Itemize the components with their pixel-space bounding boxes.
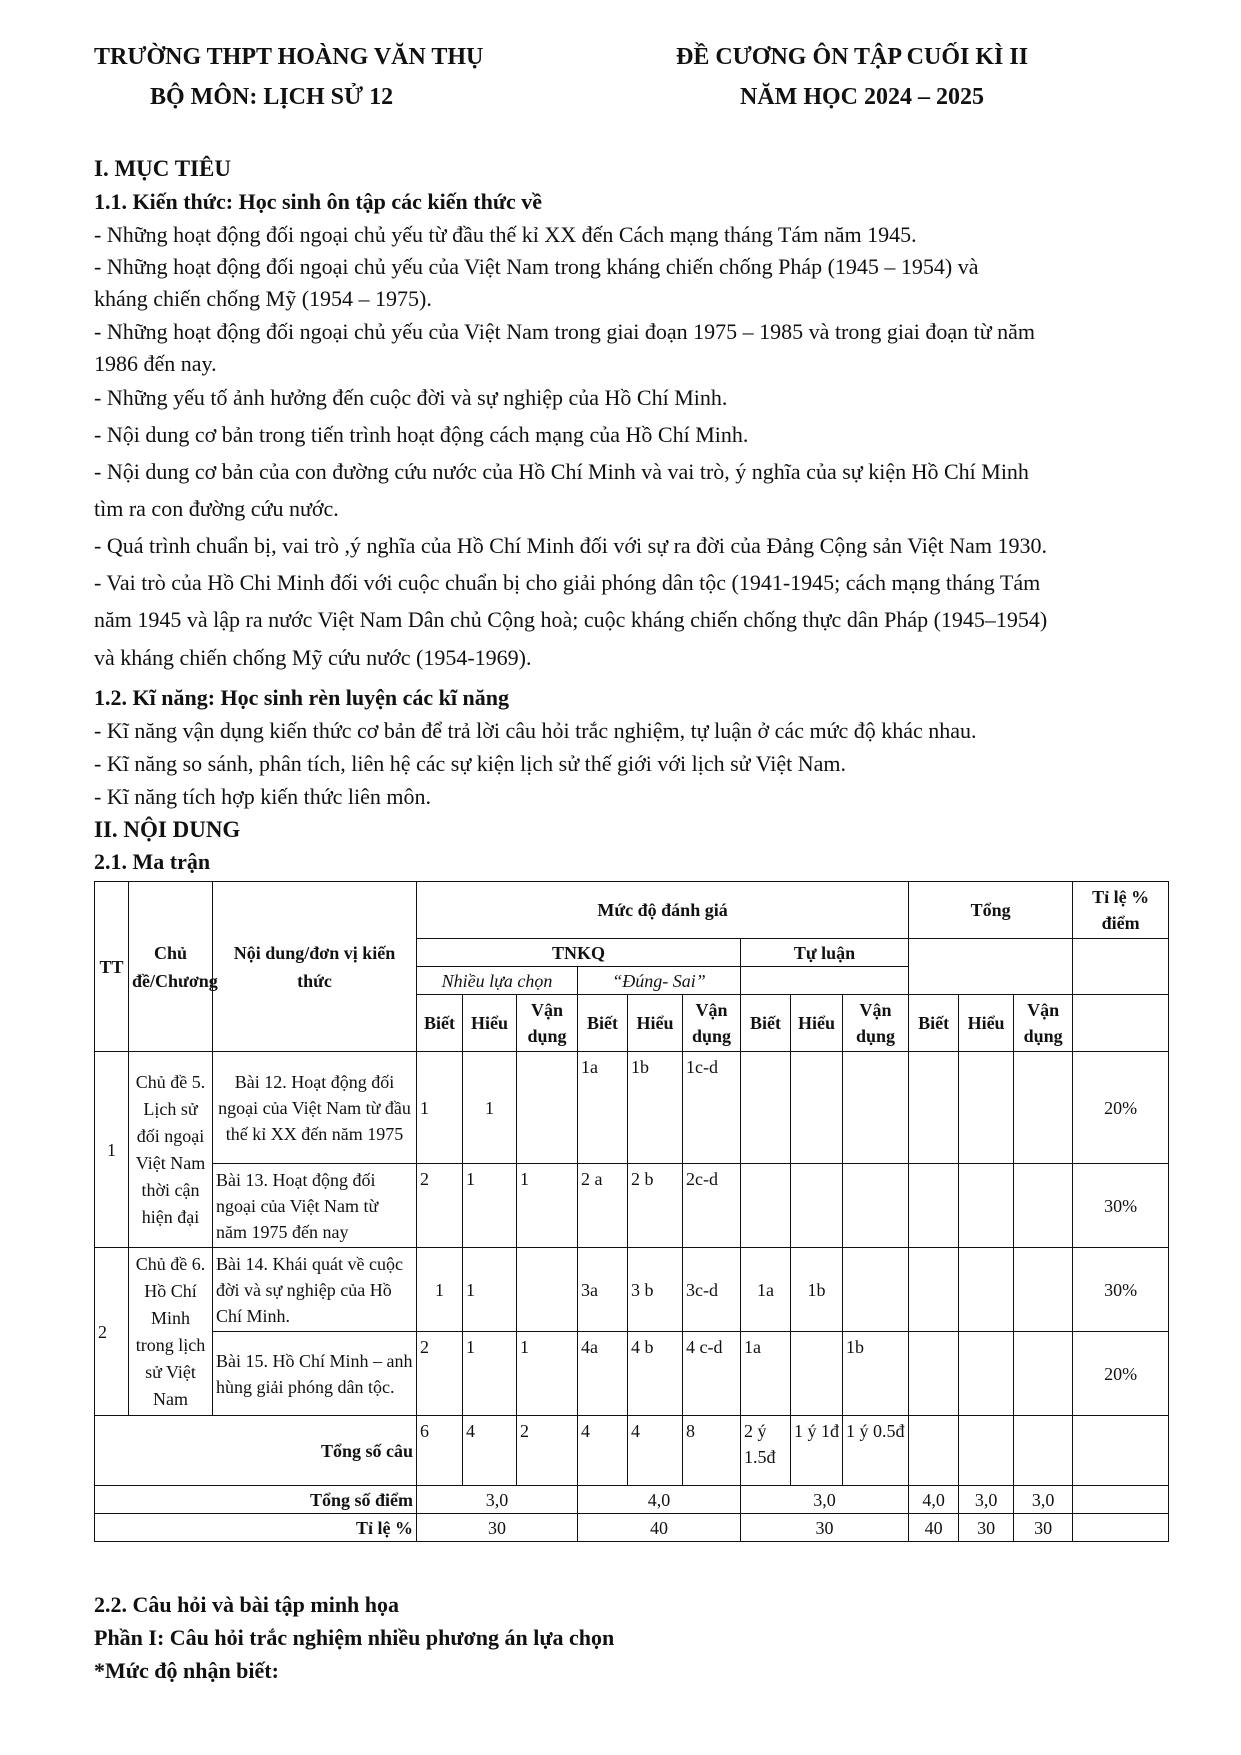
cell-value: 4a xyxy=(578,1332,628,1416)
school-name: TRƯỜNG THPT HOÀNG VĂN THỤ xyxy=(94,44,484,70)
knowledge-line: - Những hoạt động đối ngoại chủ yếu từ đầu thế kỉ XX đến Cách mạng tháng Tám năm 1945. xyxy=(94,222,917,247)
empty-cell xyxy=(1073,995,1169,1052)
cell-value: 1 xyxy=(417,1052,463,1164)
total-points-label: Tổng số điểm xyxy=(95,1486,417,1514)
part1-heading: Phần I: Câu hỏi trắc nghiệm nhiều phương án lựa chọn xyxy=(94,1625,615,1650)
empty-cell xyxy=(1014,1416,1073,1486)
total-questions-row xyxy=(95,1416,1169,1486)
knowledge-line: 1986 đến nay. xyxy=(94,351,217,376)
total-questions-value: 2 xyxy=(517,1416,578,1486)
topic-number: 2 xyxy=(95,1248,129,1416)
lesson-name: Bài 12. Hoạt động đối ngoại của Việt Nam từ đầu thế kỉ XX đến năm 1975 xyxy=(213,1052,417,1164)
header-know: Biết xyxy=(578,995,628,1052)
header-know: Biết xyxy=(417,995,463,1052)
cell-value xyxy=(1014,1332,1073,1416)
cell-value xyxy=(959,1164,1014,1248)
cell-value xyxy=(909,1332,959,1416)
rate-value: 30 xyxy=(959,1514,1014,1542)
cell-value: 1a xyxy=(578,1052,628,1164)
lesson-name: Bài 15. Hồ Chí Minh – anh hùng giải phóng dân tộc. xyxy=(213,1332,417,1416)
department-name: BỘ MÔN: LỊCH SỬ 12 xyxy=(150,84,394,110)
total-points-value: 4,0 xyxy=(909,1486,959,1514)
total-questions-value: 1 ý 1đ xyxy=(791,1416,843,1486)
header-apply: Vận dụng xyxy=(843,995,909,1052)
cell-value xyxy=(791,1052,843,1164)
document-title: ĐỀ CƯƠNG ÔN TẬP CUỐI KÌ II xyxy=(676,44,1029,70)
rate-value: 30 xyxy=(1014,1514,1073,1542)
header-understand: Hiểu xyxy=(959,995,1014,1052)
cell-value: 1b xyxy=(791,1248,843,1332)
knowledge-line: - Nội dung cơ bản trong tiến trình hoạt động cách mạng của Hồ Chí Minh. xyxy=(94,422,749,447)
lesson-name: Bài 14. Khái quát về cuộc đời và sự nghiệp của Hồ Chí Minh. xyxy=(213,1248,417,1332)
section-objectives-heading: I. MỤC TIÊU xyxy=(94,156,231,181)
header-understand: Hiểu xyxy=(628,995,683,1052)
total-questions-value: 4 xyxy=(463,1416,517,1486)
skill-line: - Kĩ năng vận dụng kiến thức cơ bản để trả lời câu hỏi trắc nghiệm, tự luận ở các mức độ khác nhau. xyxy=(94,718,977,743)
cell-value xyxy=(517,1248,578,1332)
cell-value: 2 xyxy=(417,1164,463,1248)
empty-cell xyxy=(1073,939,1169,995)
header-understand: Hiểu xyxy=(463,995,517,1052)
score-rate: 30% xyxy=(1073,1164,1169,1248)
header-topic: Chủ đề/Chương xyxy=(129,882,213,1052)
table-row xyxy=(95,1332,1169,1416)
table-header-row xyxy=(95,882,1169,939)
rate-value: 40 xyxy=(578,1514,741,1542)
cell-value: 1 xyxy=(517,1164,578,1248)
cell-value xyxy=(909,1248,959,1332)
empty-cell xyxy=(1073,1514,1169,1542)
cell-value: 1a xyxy=(741,1248,791,1332)
empty-cell xyxy=(1073,1486,1169,1514)
skill-line: - Kĩ năng so sánh, phân tích, liên hệ các sự kiện lịch sử thế giới với lịch sử Việt Nam. xyxy=(94,751,846,776)
knowledge-line: năm 1945 và lập ra nước Việt Nam Dân chủ Cộng hoà; cuộc kháng chiến chống thực dân Pháp (1945–1954) xyxy=(94,607,1048,632)
knowledge-line: - Nội dung cơ bản của con đường cứu nước của Hồ Chí Minh và vai trò, ý nghĩa của sự kiện Hồ Chí Minh xyxy=(94,459,1029,484)
empty-cell xyxy=(909,1416,959,1486)
total-points-value: 3,0 xyxy=(1014,1486,1073,1514)
total-questions-value: 8 xyxy=(683,1416,741,1486)
table-row xyxy=(95,1164,1169,1248)
cell-value xyxy=(791,1332,843,1416)
score-rate: 20% xyxy=(1073,1052,1169,1164)
topic-number: 1 xyxy=(95,1052,129,1248)
cell-value xyxy=(843,1164,909,1248)
total-questions-value: 2 ý 1.5đ xyxy=(741,1416,791,1486)
skill-line: - Kĩ năng tích hợp kiến thức liên môn. xyxy=(94,784,431,809)
topic-name: Chủ đề 6. Hồ Chí Minh trong lịch sử Việt Nam xyxy=(129,1248,213,1416)
total-points-value: 4,0 xyxy=(578,1486,741,1514)
total-points-row xyxy=(95,1486,1169,1514)
empty-cell xyxy=(741,967,909,995)
header-apply: Vận dụng xyxy=(1014,995,1073,1052)
cell-value: 2 xyxy=(417,1332,463,1416)
knowledge-line: và kháng chiến chống Mỹ cứu nước (1954-1969). xyxy=(94,645,532,670)
total-questions-label: Tổng số câu xyxy=(95,1416,417,1486)
empty-cell xyxy=(909,939,1073,995)
cell-value xyxy=(741,1164,791,1248)
header-content: Nội dung/đơn vị kiến thức xyxy=(213,882,417,1052)
knowledge-line: - Những hoạt động đối ngoại chủ yếu của Việt Nam trong kháng chiến chống Pháp (1945 – 1954) và xyxy=(94,254,979,279)
cell-value: 2c-d xyxy=(683,1164,741,1248)
header-total: Tổng xyxy=(909,882,1073,939)
cell-value: 4 b xyxy=(628,1332,683,1416)
header-score-rate: Tỉ lệ % điểm xyxy=(1073,882,1169,939)
knowledge-line: - Quá trình chuẩn bị, vai trò ,ý nghĩa của Hồ Chí Minh đối với sự ra đời của Đảng Cộng sản Việt Nam 1930. xyxy=(94,533,1048,558)
assessment-matrix-table xyxy=(94,881,1169,1542)
total-questions-value: 4 xyxy=(578,1416,628,1486)
cell-value: 2 a xyxy=(578,1164,628,1248)
cell-value: 2 b xyxy=(628,1164,683,1248)
empty-cell xyxy=(959,1416,1014,1486)
cell-value xyxy=(517,1052,578,1164)
cell-value xyxy=(741,1052,791,1164)
knowledge-line: - Những yếu tố ảnh hưởng đến cuộc đời và sự nghiệp của Hồ Chí Minh. xyxy=(94,385,728,410)
total-points-value: 3,0 xyxy=(959,1486,1014,1514)
header-assessment-level: Mức độ đánh giá xyxy=(417,882,909,939)
knowledge-line: tìm ra con đường cứu nước. xyxy=(94,496,339,521)
cell-value: 1 xyxy=(463,1248,517,1332)
rate-label: Tỉ lệ % xyxy=(95,1514,417,1542)
cell-value: 1b xyxy=(843,1332,909,1416)
header-apply: Vận dụng xyxy=(517,995,578,1052)
header-true-false: “Đúng- Sai” xyxy=(578,967,741,995)
cell-value: 4 c-d xyxy=(683,1332,741,1416)
total-questions-value: 1 ý 0.5đ xyxy=(843,1416,909,1486)
knowledge-line: - Những hoạt động đối ngoại chủ yếu của Việt Nam trong giai đoạn 1975 – 1985 và trong giai đoạn từ năm xyxy=(94,319,1036,344)
cell-value xyxy=(843,1052,909,1164)
rate-value: 30 xyxy=(741,1514,909,1542)
total-points-value: 3,0 xyxy=(741,1486,909,1514)
topic-name: Chủ đề 5. Lịch sử đối ngoại Việt Nam thời cận hiện đại xyxy=(129,1052,213,1248)
cell-value xyxy=(959,1332,1014,1416)
cell-value xyxy=(959,1052,1014,1164)
cell-value xyxy=(959,1248,1014,1332)
knowledge-heading: 1.1. Kiến thức: Học sinh ôn tập các kiến thức về xyxy=(94,189,543,214)
cell-value: 3c-d xyxy=(683,1248,741,1332)
header-understand: Hiểu xyxy=(791,995,843,1052)
total-points-value: 3,0 xyxy=(417,1486,578,1514)
table-row xyxy=(95,1052,1169,1164)
cell-value xyxy=(1014,1164,1073,1248)
rate-value: 30 xyxy=(417,1514,578,1542)
cell-value xyxy=(1014,1052,1073,1164)
rate-value: 40 xyxy=(909,1514,959,1542)
header-know: Biết xyxy=(909,995,959,1052)
cell-value: 1c-d xyxy=(683,1052,741,1164)
cell-value: 3a xyxy=(578,1248,628,1332)
total-questions-value: 4 xyxy=(628,1416,683,1486)
cell-value: 1a xyxy=(741,1332,791,1416)
cell-value: 1b xyxy=(628,1052,683,1164)
cell-value xyxy=(843,1248,909,1332)
questions-heading: 2.2. Câu hỏi và bài tập minh họa xyxy=(94,1592,400,1617)
empty-cell xyxy=(1073,1416,1169,1486)
skills-heading: 1.2. Kĩ năng: Học sinh rèn luyện các kĩ năng xyxy=(94,685,510,710)
cell-value xyxy=(909,1164,959,1248)
matrix-heading: 2.1. Ma trận xyxy=(94,849,211,874)
cell-value: 1 xyxy=(417,1248,463,1332)
cell-value: 1 xyxy=(463,1052,517,1164)
header-apply: Vận dụng xyxy=(683,995,741,1052)
score-rate: 20% xyxy=(1073,1332,1169,1416)
header-tnkq: TNKQ xyxy=(417,939,741,967)
rate-row xyxy=(95,1514,1169,1542)
school-year: NĂM HỌC 2024 – 2025 xyxy=(740,84,984,110)
knowledge-line: kháng chiến chống Mỹ (1954 – 1975). xyxy=(94,286,432,311)
cell-value: 1 xyxy=(517,1332,578,1416)
cell-value xyxy=(1014,1248,1073,1332)
cell-value: 1 xyxy=(463,1164,517,1248)
knowledge-line: - Vai trò của Hồ Chi Minh đối với cuộc chuẩn bị cho giải phóng dân tộc (1941-1945; cách mạng tháng Tám xyxy=(94,570,1041,595)
header-tt: TT xyxy=(95,882,129,1052)
lesson-name: Bài 13. Hoạt động đối ngoại của Việt Nam từ năm 1975 đến nay xyxy=(213,1164,417,1248)
section-content-heading: II. NỘI DUNG xyxy=(94,817,241,842)
cell-value: 3 b xyxy=(628,1248,683,1332)
cell-value: 1 xyxy=(463,1332,517,1416)
table-row xyxy=(95,1248,1169,1332)
total-questions-value: 6 xyxy=(417,1416,463,1486)
score-rate: 30% xyxy=(1073,1248,1169,1332)
header-know: Biết xyxy=(741,995,791,1052)
recognition-level-heading: *Mức độ nhận biết: xyxy=(94,1658,279,1683)
cell-value xyxy=(909,1052,959,1164)
cell-value xyxy=(791,1164,843,1248)
header-multiple-choice: Nhiều lựa chọn xyxy=(417,967,578,995)
header-essay: Tự luận xyxy=(741,939,909,967)
